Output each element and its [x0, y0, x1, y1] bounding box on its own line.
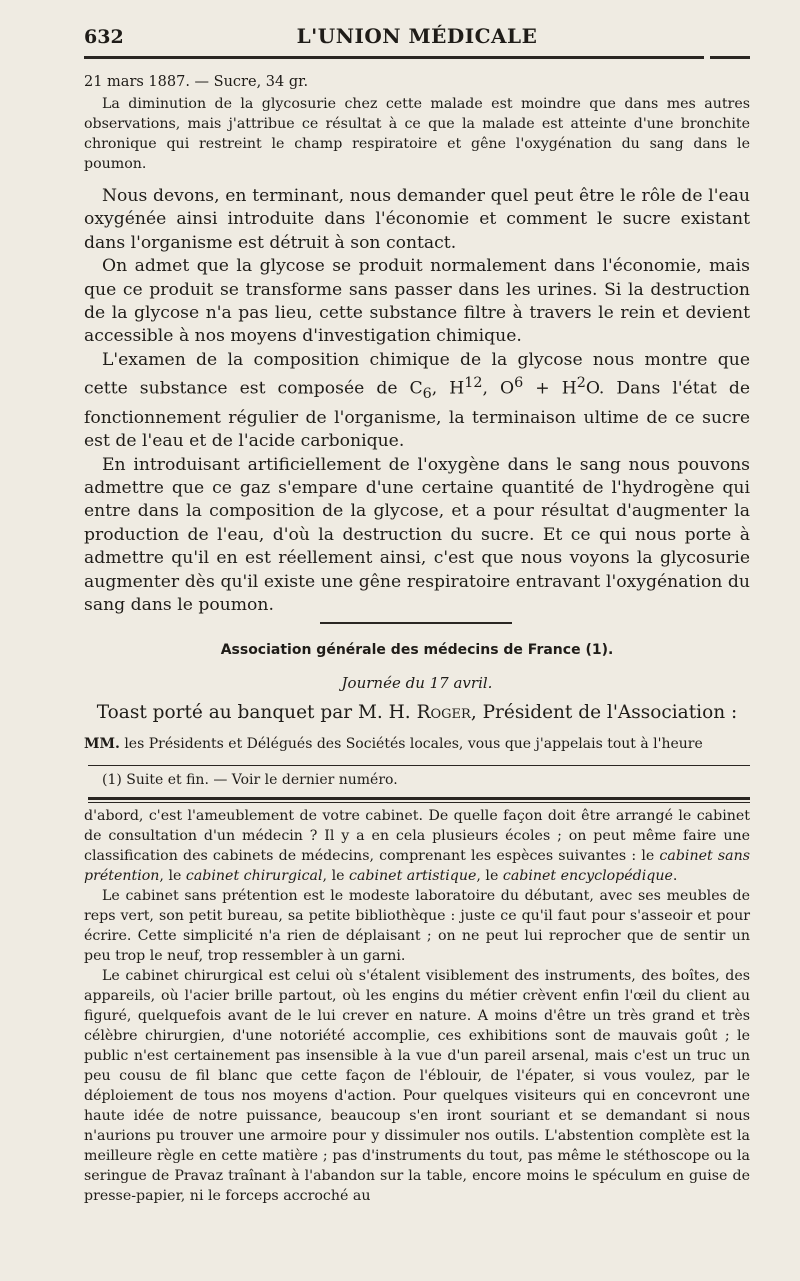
footnote: (1) Suite et fin. — Voir le dernier numéro.: [102, 772, 398, 788]
cabinet-type-1: cabinet sans prétention: [84, 848, 750, 884]
toast-suffix: , Président de l'Association :: [470, 702, 738, 723]
observation-paragraph: La diminution de la glycosurie chez cette malade est moindre que dans mes autres observations, mais j'attribue ce résultat à ce que la malade est atteinte d'une bronchite chronique qui restreint le champ respiratoire et gêne l'oxygénation du sang dans le poumon.: [84, 96, 750, 172]
discussion-paragraph-2: On admet que la glycose se produit normalement dans l'économie, mais que ce produit se transforme sans passer dans les urines. Si la destruction de la glycose n'a pas lieu, cette substance filtre à travers le rein et devient accessible à nos moyens d'investigation chimique.: [84, 256, 750, 347]
header-rule: [84, 56, 704, 59]
speech-opening: [84, 734, 750, 754]
observation-date-line: 21 mars 1887. — Sucre, 34 gr.: [84, 74, 309, 90]
formula-text-c: , O: [482, 378, 515, 399]
speech-continuation: [84, 806, 750, 1206]
formula-o-sup: 6: [514, 375, 524, 392]
discussion-paragraph-1: Nous devons, en terminant, nous demander quel peut être le rôle de l'eau oxygénée ainsi introduite dans l'économie et comment le sucre existant dans l'organisme est détruit à son contact.: [84, 186, 750, 253]
cabinet-type-2: cabinet chirurgical: [185, 868, 323, 884]
toast-name: Roger: [416, 702, 471, 723]
formula-text-e: O. Dans l'état de fonctionnement régulier de l'organisme, la terminaison ultime de ce sucre est de l'eau et de l'acide carbonique.: [84, 378, 750, 452]
header-rule-right: [710, 56, 750, 59]
sep-2: , le: [322, 868, 350, 884]
sep-3: , le: [476, 868, 503, 884]
double-rule-thin: [88, 802, 750, 803]
formula-text-b: , H: [431, 378, 465, 399]
footnote-rule: [88, 765, 750, 766]
discussion-paragraph-4: En introduisant artificiellement de l'oxygène dans le sang nous pouvons admettre que ce gaz s'empare d'une certaine quantité de l'hydrogène qui entre dans la composition de la glycose, et a pour résultat d'augmenter la production de l'eau, d'où la destruction du sucre. Et ce qui nous porte à admettre qu'il en est réellement ainsi, c'est que nous voyons la glycosurie augmenter dès qu'il existe une gêne respiratoire entravant l'oxygénation du sang dans le poumon.: [84, 454, 750, 616]
continuation-end: .: [672, 868, 678, 884]
formula-text-a: L'examen de la composition chimique de la glycose nous montre que cette substance est composée de C: [84, 349, 750, 399]
association-title: Association générale des médecins de France (1).: [220, 642, 614, 658]
discussion-section: [84, 185, 750, 617]
cabinet-type-4: cabinet encyclopédique: [502, 868, 673, 884]
continuation-text-a: d'abord, c'est l'ameublement de votre cabinet. De quelle façon doit être arrangé le cabinet de consultation d'un médecin ? Il y a en cela plusieurs écoles ; on peut même faire une classification des cabinets de médecins, comprenant les espèces suivantes : le: [84, 808, 750, 864]
toast-prefix: Toast porté au banquet par M. H.: [96, 702, 417, 723]
continuation-paragraph-3: Le cabinet chirurgical est celui où s'étalent visiblement des instruments, des boîtes, des appareils, où l'acier brille partout, où les engins du métier crèvent enfin l'œil du client au figuré, quelquefois avant de le lui crever en nature. A moins d'être un très grand et très célèbre chirurgien, d'une notoriété accomplie, ces exhibitions sont de mauvais goût ; le public n'est certainement pas insensible à la vue d'un pareil arsenal, mais c'est un truc un peu cousu de fil blanc que cette façon de l'éblouir, de l'épater, si vous voulez, par le déploiement de tous nos moyens d'action. Pour quelques visiteurs qui en concevront une haute idée de notre puissance, beaucoup s'en iront souriant et se demandant si nous n'aurions pu trouver une armoire pour y dissimuler nos outils. L'abstention complète est la meilleure règle en cette matière ; pas d'instruments du tout, pas même le stéthoscope ou la seringue de Pravaz traînant à l'abandon sur la table, encore moins le spéculum en guise de presse-papier, ni le forceps accroché au: [84, 968, 750, 1204]
journee-subtitle: Journée du 17 avril.: [341, 674, 493, 692]
formula-h2-sup: 2: [576, 375, 586, 392]
toast-heading: [84, 700, 750, 726]
formula-h-sup: 12: [464, 375, 483, 392]
sep-1: , le: [159, 868, 186, 884]
continuation-paragraph-1: [84, 806, 750, 886]
formula-c-sub: 6: [422, 386, 432, 403]
section-divider: [320, 622, 512, 624]
page-number: 632: [84, 26, 124, 48]
discussion-paragraph-3: [84, 349, 750, 454]
speech-opening-text: les Présidents et Délégués des Sociétés locales, vous que j'appelais tout à l'heure: [119, 736, 703, 752]
page-header: [84, 22, 750, 52]
formula-text-d: + H: [523, 378, 577, 399]
double-rule-thick: [88, 797, 750, 800]
running-title: L'UNION MÉDICALE: [296, 24, 538, 48]
cabinet-type-3: cabinet artistique: [349, 868, 477, 884]
speech-mm: MM.: [84, 736, 120, 752]
continuation-paragraph-2: Le cabinet sans prétention est le modeste laboratoire du débutant, avec ses meubles de reps vert, son petit bureau, sa petite bibliothèque : juste ce qu'il faut pour s'asseoir et pour écrire. Cette simplicité n'a rien de déplaisant ; on ne peut lui reprocher que de sentir un peu trop le neuf, trop ressembler à un garni.: [84, 888, 750, 964]
